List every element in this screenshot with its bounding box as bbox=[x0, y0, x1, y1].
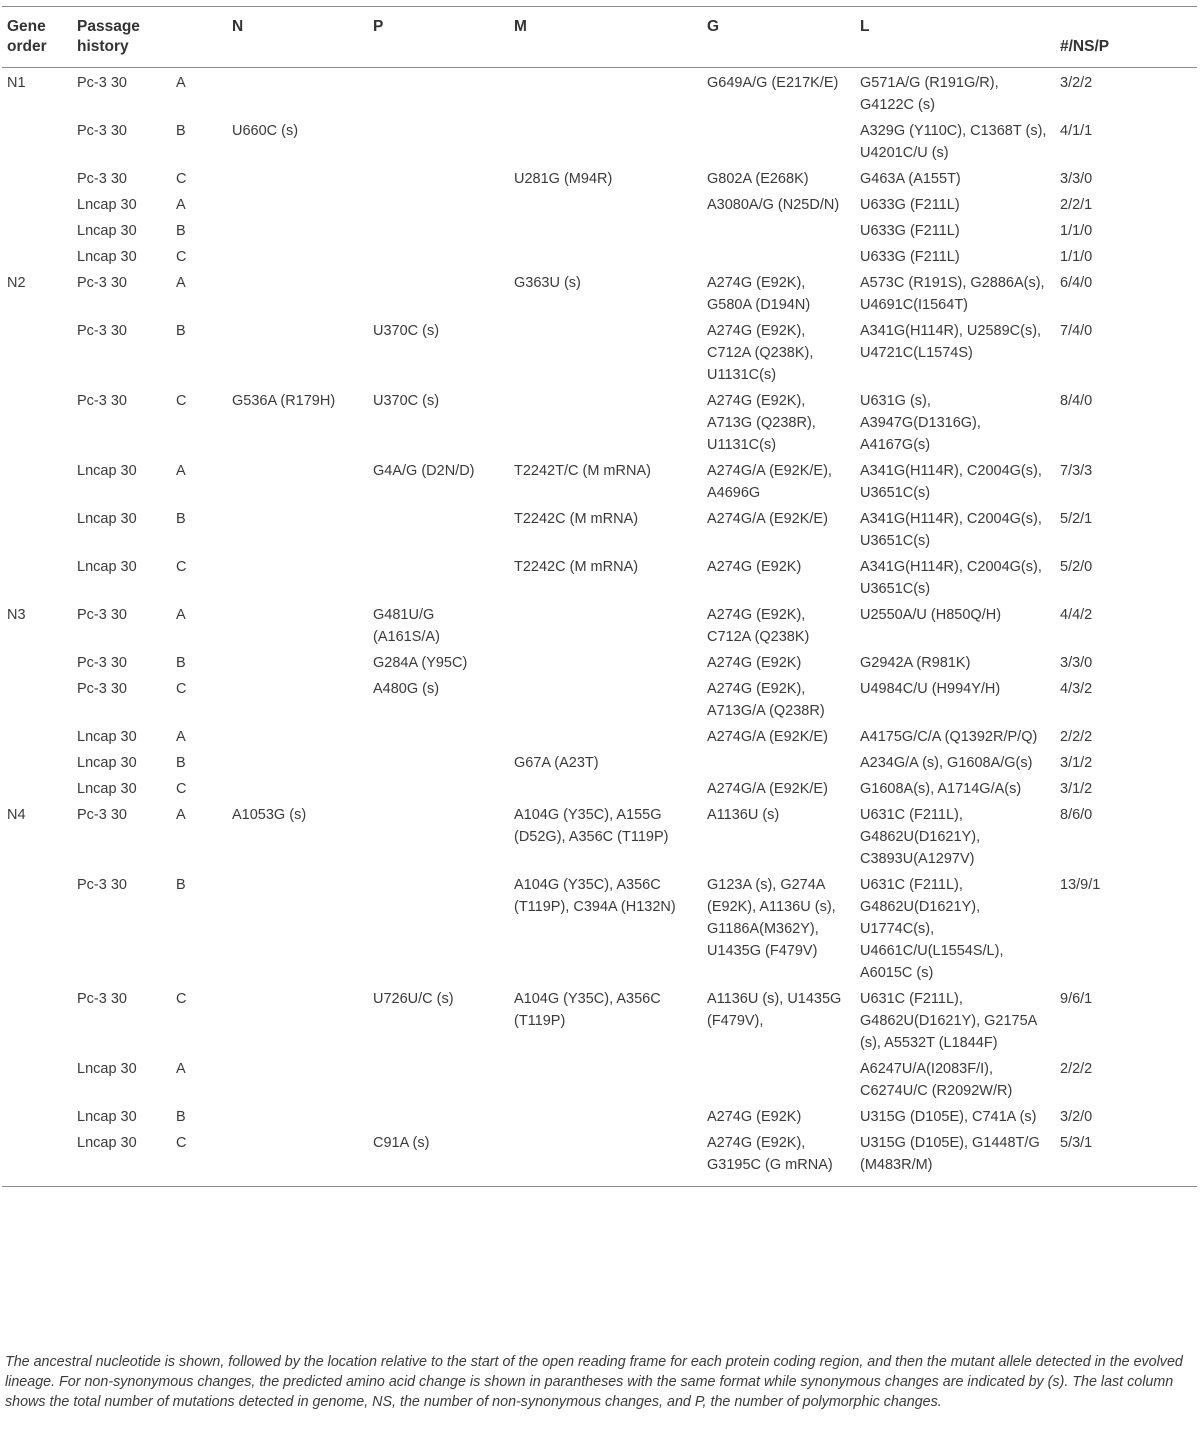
lineage-cell: B bbox=[176, 655, 186, 671]
p-cell bbox=[368, 1054, 509, 1102]
g-cell: G123A (s), G274A (E92K), A1136U (s), G1186A(M362Y), U1435G (F479V) bbox=[707, 877, 836, 959]
header-m: M bbox=[514, 18, 527, 35]
table-row bbox=[2, 116, 1197, 164]
m-cell bbox=[509, 722, 702, 748]
p-cell: A480G (s) bbox=[373, 681, 440, 697]
gene-order-cell bbox=[2, 316, 72, 386]
counts-cell: 13/9/1 bbox=[1060, 877, 1101, 893]
passage-history-cell: Lncap 30 bbox=[77, 559, 137, 575]
lineage-cell: B bbox=[176, 323, 186, 339]
counts-cell: 4/1/1 bbox=[1060, 123, 1093, 139]
counts-cell: 3/2/0 bbox=[1060, 1109, 1093, 1125]
passage-history-cell: Lncap 30 bbox=[77, 511, 137, 527]
lineage-cell: B bbox=[176, 877, 186, 893]
p-cell bbox=[368, 504, 509, 552]
g-cell: A3080A/G (N25D/N) bbox=[707, 197, 840, 213]
passage-history-cell: Pc-3 30 bbox=[77, 123, 127, 139]
n-cell bbox=[227, 774, 368, 800]
header-gene-order: Gene order bbox=[7, 18, 47, 55]
g-cell: A274G (E92K), C712A (Q238K) bbox=[707, 607, 810, 645]
table-row bbox=[2, 504, 1197, 552]
l-cell: A329G (Y110C), C1368T (s), U4201C/U (s) bbox=[860, 123, 1047, 161]
header-l: L bbox=[860, 18, 870, 35]
gene-order-cell bbox=[2, 164, 72, 190]
g-cell: A274G (E92K), A713G/A (Q238R) bbox=[707, 681, 825, 719]
lineage-cell: A bbox=[176, 1061, 186, 1077]
table-row bbox=[2, 68, 1197, 117]
table-row bbox=[2, 216, 1197, 242]
m-cell bbox=[509, 1128, 702, 1187]
n-cell bbox=[227, 552, 368, 600]
n-cell bbox=[227, 748, 368, 774]
l-cell: A341G(H114R), C2004G(s), U3651C(s) bbox=[860, 559, 1042, 597]
lineage-cell: C bbox=[176, 393, 187, 409]
n-cell bbox=[227, 1102, 368, 1128]
gene-order-cell bbox=[2, 386, 72, 456]
m-cell: T2242C (M mRNA) bbox=[514, 511, 639, 527]
lineage-cell: A bbox=[176, 75, 186, 91]
passage-history-cell: Lncap 30 bbox=[77, 1135, 137, 1151]
m-cell bbox=[509, 216, 702, 242]
gene-order-cell bbox=[2, 1102, 72, 1128]
gene-order-cell: N2 bbox=[7, 275, 26, 291]
passage-history-cell: Lncap 30 bbox=[77, 1061, 137, 1077]
p-cell bbox=[368, 774, 509, 800]
gene-order-cell bbox=[2, 984, 72, 1054]
table-row bbox=[2, 674, 1197, 722]
g-cell bbox=[702, 216, 855, 242]
g-cell: A274G (E92K) bbox=[707, 559, 802, 575]
lineage-cell: B bbox=[176, 755, 186, 771]
gene-order-cell bbox=[2, 648, 72, 674]
counts-cell: 5/3/1 bbox=[1060, 1135, 1093, 1151]
counts-cell: 1/1/0 bbox=[1060, 249, 1093, 265]
m-cell bbox=[509, 648, 702, 674]
p-cell: U370C (s) bbox=[373, 323, 440, 339]
n-cell bbox=[227, 456, 368, 504]
table-row bbox=[2, 316, 1197, 386]
passage-history-cell: Pc-3 30 bbox=[77, 655, 127, 671]
m-cell bbox=[509, 190, 702, 216]
p-cell: G4A/G (D2N/D) bbox=[373, 463, 475, 479]
passage-history-cell: Pc-3 30 bbox=[77, 681, 127, 697]
m-cell: A104G (Y35C), A356C (T119P) bbox=[514, 991, 661, 1029]
gene-order-cell bbox=[2, 504, 72, 552]
l-cell: U631C (F211L), G4862U(D1621Y), G2175A (s), A5532T (L1844F) bbox=[860, 991, 1037, 1051]
counts-cell: 2/2/2 bbox=[1060, 729, 1093, 745]
g-cell bbox=[702, 1054, 855, 1102]
m-cell bbox=[509, 774, 702, 800]
n-cell bbox=[227, 68, 368, 117]
g-cell: G802A (E268K) bbox=[707, 171, 809, 187]
table-row bbox=[2, 600, 1197, 648]
g-cell: A274G/A (E92K/E) bbox=[707, 781, 828, 797]
counts-cell: 9/6/1 bbox=[1060, 991, 1093, 1007]
m-cell: A104G (Y35C), A356C (T119P), C394A (H132N) bbox=[514, 877, 676, 915]
p-cell: U370C (s) bbox=[373, 393, 440, 409]
counts-cell: 3/3/0 bbox=[1060, 171, 1093, 187]
p-cell: U726U/C (s) bbox=[373, 991, 454, 1007]
passage-history-cell: Pc-3 30 bbox=[77, 323, 127, 339]
gene-order-cell bbox=[2, 748, 72, 774]
p-cell bbox=[368, 190, 509, 216]
passage-history-cell: Lncap 30 bbox=[77, 463, 137, 479]
p-cell: G481U/G (A161S/A) bbox=[373, 607, 440, 645]
g-cell bbox=[702, 116, 855, 164]
g-cell: A274G (E92K), A713G (Q238R), U1131C(s) bbox=[707, 393, 816, 453]
gene-order-cell bbox=[2, 674, 72, 722]
n-cell bbox=[227, 164, 368, 190]
m-cell bbox=[509, 68, 702, 117]
gene-order-cell bbox=[2, 116, 72, 164]
n-cell bbox=[227, 722, 368, 748]
g-cell: G649A/G (E217K/E) bbox=[707, 75, 839, 91]
table-row bbox=[2, 800, 1197, 870]
passage-history-cell: Lncap 30 bbox=[77, 1109, 137, 1125]
p-cell bbox=[368, 748, 509, 774]
gene-order-cell: N3 bbox=[7, 607, 26, 623]
p-cell bbox=[368, 1102, 509, 1128]
m-cell bbox=[509, 386, 702, 456]
m-cell bbox=[509, 1102, 702, 1128]
table-header bbox=[2, 7, 1197, 68]
counts-cell: 2/2/1 bbox=[1060, 197, 1093, 213]
g-cell: A274G (E92K) bbox=[707, 655, 802, 671]
passage-history-cell: Pc-3 30 bbox=[77, 75, 127, 91]
lineage-cell: B bbox=[176, 1109, 186, 1125]
table-row bbox=[2, 870, 1197, 984]
l-cell: U631C (F211L), G4862U(D1621Y), U1774C(s), U4661C/U(L1554S/L), A6015C (s) bbox=[860, 877, 1004, 981]
mutation-table bbox=[2, 6, 1197, 1187]
passage-history-cell: Lncap 30 bbox=[77, 223, 137, 239]
table-row bbox=[2, 722, 1197, 748]
passage-history-cell: Pc-3 30 bbox=[77, 807, 127, 823]
lineage-cell: A bbox=[176, 807, 186, 823]
gene-order-cell bbox=[2, 552, 72, 600]
p-cell bbox=[368, 268, 509, 316]
passage-history-cell: Lncap 30 bbox=[77, 781, 137, 797]
l-cell: A234G/A (s), G1608A/G(s) bbox=[860, 755, 1033, 771]
m-cell bbox=[509, 1054, 702, 1102]
table-row bbox=[2, 1054, 1197, 1102]
m-cell bbox=[509, 316, 702, 386]
table-row bbox=[2, 242, 1197, 268]
gene-order-cell bbox=[2, 190, 72, 216]
lineage-cell: C bbox=[176, 171, 187, 187]
passage-history-cell: Pc-3 30 bbox=[77, 991, 127, 1007]
counts-cell: 3/1/2 bbox=[1060, 781, 1093, 797]
p-cell: C91A (s) bbox=[373, 1135, 430, 1151]
p-cell bbox=[368, 116, 509, 164]
n-cell: A1053G (s) bbox=[232, 807, 307, 823]
header-lineage bbox=[170, 7, 227, 68]
lineage-cell: C bbox=[176, 781, 187, 797]
n-cell bbox=[227, 242, 368, 268]
n-cell bbox=[227, 600, 368, 648]
p-cell bbox=[368, 722, 509, 748]
g-cell bbox=[702, 748, 855, 774]
l-cell: G463A (A155T) bbox=[860, 171, 961, 187]
m-cell bbox=[509, 600, 702, 648]
lineage-cell: A bbox=[176, 463, 186, 479]
m-cell: T2242C (M mRNA) bbox=[514, 559, 639, 575]
counts-cell: 7/4/0 bbox=[1060, 323, 1093, 339]
table-row bbox=[2, 456, 1197, 504]
l-cell: A6247U/A(I2083F/I), C6274U/C (R2092W/R) bbox=[860, 1061, 1013, 1099]
lineage-cell: B bbox=[176, 223, 186, 239]
table-row bbox=[2, 190, 1197, 216]
g-cell: A1136U (s), U1435G (F479V), bbox=[707, 991, 842, 1029]
gene-order-cell bbox=[2, 1128, 72, 1187]
m-cell: A104G (Y35C), A155G (D52G), A356C (T119P) bbox=[514, 807, 669, 845]
lineage-cell: C bbox=[176, 1135, 187, 1151]
l-cell: U633G (F211L) bbox=[860, 249, 960, 265]
lineage-cell: C bbox=[176, 249, 187, 265]
l-cell: A4175G/C/A (Q1392R/P/Q) bbox=[860, 729, 1038, 745]
l-cell: G571A/G (R191G/R), G4122C (s) bbox=[860, 75, 999, 113]
header-passage-history: Passage history bbox=[77, 18, 140, 55]
header-g: G bbox=[707, 18, 720, 35]
gene-order-cell bbox=[2, 456, 72, 504]
counts-cell: 1/1/0 bbox=[1060, 223, 1093, 239]
g-cell: A1136U (s) bbox=[707, 807, 780, 823]
passage-history-cell: Lncap 30 bbox=[77, 729, 137, 745]
m-cell bbox=[509, 242, 702, 268]
gene-order-cell bbox=[2, 774, 72, 800]
n-cell bbox=[227, 870, 368, 984]
n-cell bbox=[227, 648, 368, 674]
n-cell bbox=[227, 504, 368, 552]
table-row bbox=[2, 984, 1197, 1054]
passage-history-cell: Lncap 30 bbox=[77, 755, 137, 771]
l-cell: U4984C/U (H994Y/H) bbox=[860, 681, 1001, 697]
passage-history-cell: Pc-3 30 bbox=[77, 171, 127, 187]
lineage-cell: C bbox=[176, 991, 187, 1007]
l-cell: A341G(H114R), C2004G(s), U3651C(s) bbox=[860, 463, 1042, 501]
g-cell: A274G/A (E92K/E) bbox=[707, 511, 828, 527]
l-cell: U315G (D105E), C741A (s) bbox=[860, 1109, 1037, 1125]
counts-cell: 5/2/0 bbox=[1060, 559, 1093, 575]
n-cell bbox=[227, 984, 368, 1054]
counts-cell: 7/3/3 bbox=[1060, 463, 1093, 479]
g-cell bbox=[702, 242, 855, 268]
table-row bbox=[2, 774, 1197, 800]
header-p: P bbox=[373, 18, 384, 35]
g-cell: A274G (E92K), C712A (Q238K), U1131C(s) bbox=[707, 323, 814, 383]
header-counts: #/NS/P bbox=[1060, 38, 1110, 55]
l-cell: U2550A/U (H850Q/H) bbox=[860, 607, 1002, 623]
passage-history-cell: Pc-3 30 bbox=[77, 393, 127, 409]
counts-cell: 2/2/2 bbox=[1060, 1061, 1093, 1077]
p-cell bbox=[368, 164, 509, 190]
gene-order-cell bbox=[2, 1054, 72, 1102]
n-cell bbox=[227, 1128, 368, 1187]
p-cell: G284A (Y95C) bbox=[373, 655, 468, 671]
n-cell bbox=[227, 316, 368, 386]
n-cell bbox=[227, 190, 368, 216]
gene-order-cell: N1 bbox=[7, 75, 26, 91]
g-cell: A274G (E92K) bbox=[707, 1109, 802, 1125]
counts-cell: 3/2/2 bbox=[1060, 75, 1093, 91]
table-row bbox=[2, 164, 1197, 190]
p-cell bbox=[368, 870, 509, 984]
l-cell: A573C (R191S), G2886A(s), U4691C(I1564T) bbox=[860, 275, 1045, 313]
table-row bbox=[2, 648, 1197, 674]
table-row bbox=[2, 552, 1197, 600]
lineage-cell: A bbox=[176, 607, 186, 623]
m-cell bbox=[509, 116, 702, 164]
gene-order-cell bbox=[2, 870, 72, 984]
lineage-cell: C bbox=[176, 559, 187, 575]
table-row bbox=[2, 1102, 1197, 1128]
passage-history-cell: Pc-3 30 bbox=[77, 607, 127, 623]
counts-cell: 8/6/0 bbox=[1060, 807, 1093, 823]
gene-order-cell bbox=[2, 216, 72, 242]
l-cell: U631G (s), A3947G(D1316G), A4167G(s) bbox=[860, 393, 981, 453]
l-cell: U315G (D105E), G1448T/G (M483R/M) bbox=[860, 1135, 1040, 1173]
l-cell: U633G (F211L) bbox=[860, 197, 960, 213]
gene-order-cell: N4 bbox=[7, 807, 26, 823]
table-row bbox=[2, 268, 1197, 316]
table-row bbox=[2, 748, 1197, 774]
m-cell: G363U (s) bbox=[514, 275, 581, 291]
lineage-cell: A bbox=[176, 729, 186, 745]
l-cell: A341G(H114R), C2004G(s), U3651C(s) bbox=[860, 511, 1042, 549]
l-cell: G2942A (R981K) bbox=[860, 655, 971, 671]
counts-cell: 3/3/0 bbox=[1060, 655, 1093, 671]
counts-cell: 4/4/2 bbox=[1060, 607, 1093, 623]
passage-history-cell: Lncap 30 bbox=[77, 249, 137, 265]
table-row bbox=[2, 1128, 1197, 1187]
table-row bbox=[2, 386, 1197, 456]
lineage-cell: C bbox=[176, 681, 187, 697]
passage-history-cell: Pc-3 30 bbox=[77, 275, 127, 291]
p-cell bbox=[368, 68, 509, 117]
g-cell: A274G/A (E92K/E) bbox=[707, 729, 828, 745]
l-cell: G1608A(s), A1714G/A(s) bbox=[860, 781, 1022, 797]
n-cell bbox=[227, 216, 368, 242]
lineage-cell: A bbox=[176, 197, 186, 213]
p-cell bbox=[368, 552, 509, 600]
l-cell: A341G(H114R), U2589C(s), U4721C(L1574S) bbox=[860, 323, 1042, 361]
n-cell: U660C (s) bbox=[232, 123, 299, 139]
table-footnote: The ancestral nucleotide is shown, followed by the location relative to the start of the open reading frame for each protein coding region, and then the mutant allele detected in the evolved lineage. For non-synonymous changes, the predicted amino acid change is shown in parantheses with the same format while synonymous changes are indicated by (s). The last column shows the total number of mutations detected in genome, NS, the number of non-synonymous changes, and P, the number of polymorphic changes. bbox=[5, 1354, 1183, 1410]
lineage-cell: A bbox=[176, 275, 186, 291]
lineage-cell: B bbox=[176, 511, 186, 527]
m-cell bbox=[509, 674, 702, 722]
mutation-table-figure bbox=[0, 6, 1200, 1410]
p-cell bbox=[368, 216, 509, 242]
passage-history-cell: Lncap 30 bbox=[77, 197, 137, 213]
header-row bbox=[2, 7, 1197, 68]
l-cell: U633G (F211L) bbox=[860, 223, 960, 239]
n-cell bbox=[227, 674, 368, 722]
l-cell: U631C (F211L), G4862U(D1621Y), C3893U(A1297V) bbox=[860, 807, 981, 867]
gene-order-cell bbox=[2, 722, 72, 748]
n-cell: G536A (R179H) bbox=[232, 393, 336, 409]
counts-cell: 3/1/2 bbox=[1060, 755, 1093, 771]
g-cell: A274G (E92K), G580A (D194N) bbox=[707, 275, 811, 313]
counts-cell: 6/4/0 bbox=[1060, 275, 1093, 291]
g-cell: A274G/A (E92K/E), A4696G bbox=[707, 463, 832, 501]
counts-cell: 5/2/1 bbox=[1060, 511, 1093, 527]
p-cell bbox=[368, 242, 509, 268]
lineage-cell: B bbox=[176, 123, 186, 139]
m-cell: U281G (M94R) bbox=[514, 171, 613, 187]
counts-cell: 8/4/0 bbox=[1060, 393, 1093, 409]
n-cell bbox=[227, 268, 368, 316]
gene-order-cell bbox=[2, 242, 72, 268]
header-n: N bbox=[232, 18, 244, 35]
passage-history-cell: Pc-3 30 bbox=[77, 877, 127, 893]
p-cell bbox=[368, 800, 509, 870]
n-cell bbox=[227, 1054, 368, 1102]
m-cell: T2242T/C (M mRNA) bbox=[514, 463, 651, 479]
table-body bbox=[2, 68, 1197, 1187]
g-cell: A274G (E92K), G3195C (G mRNA) bbox=[707, 1135, 833, 1173]
counts-cell: 4/3/2 bbox=[1060, 681, 1093, 697]
m-cell: G67A (A23T) bbox=[514, 755, 599, 771]
